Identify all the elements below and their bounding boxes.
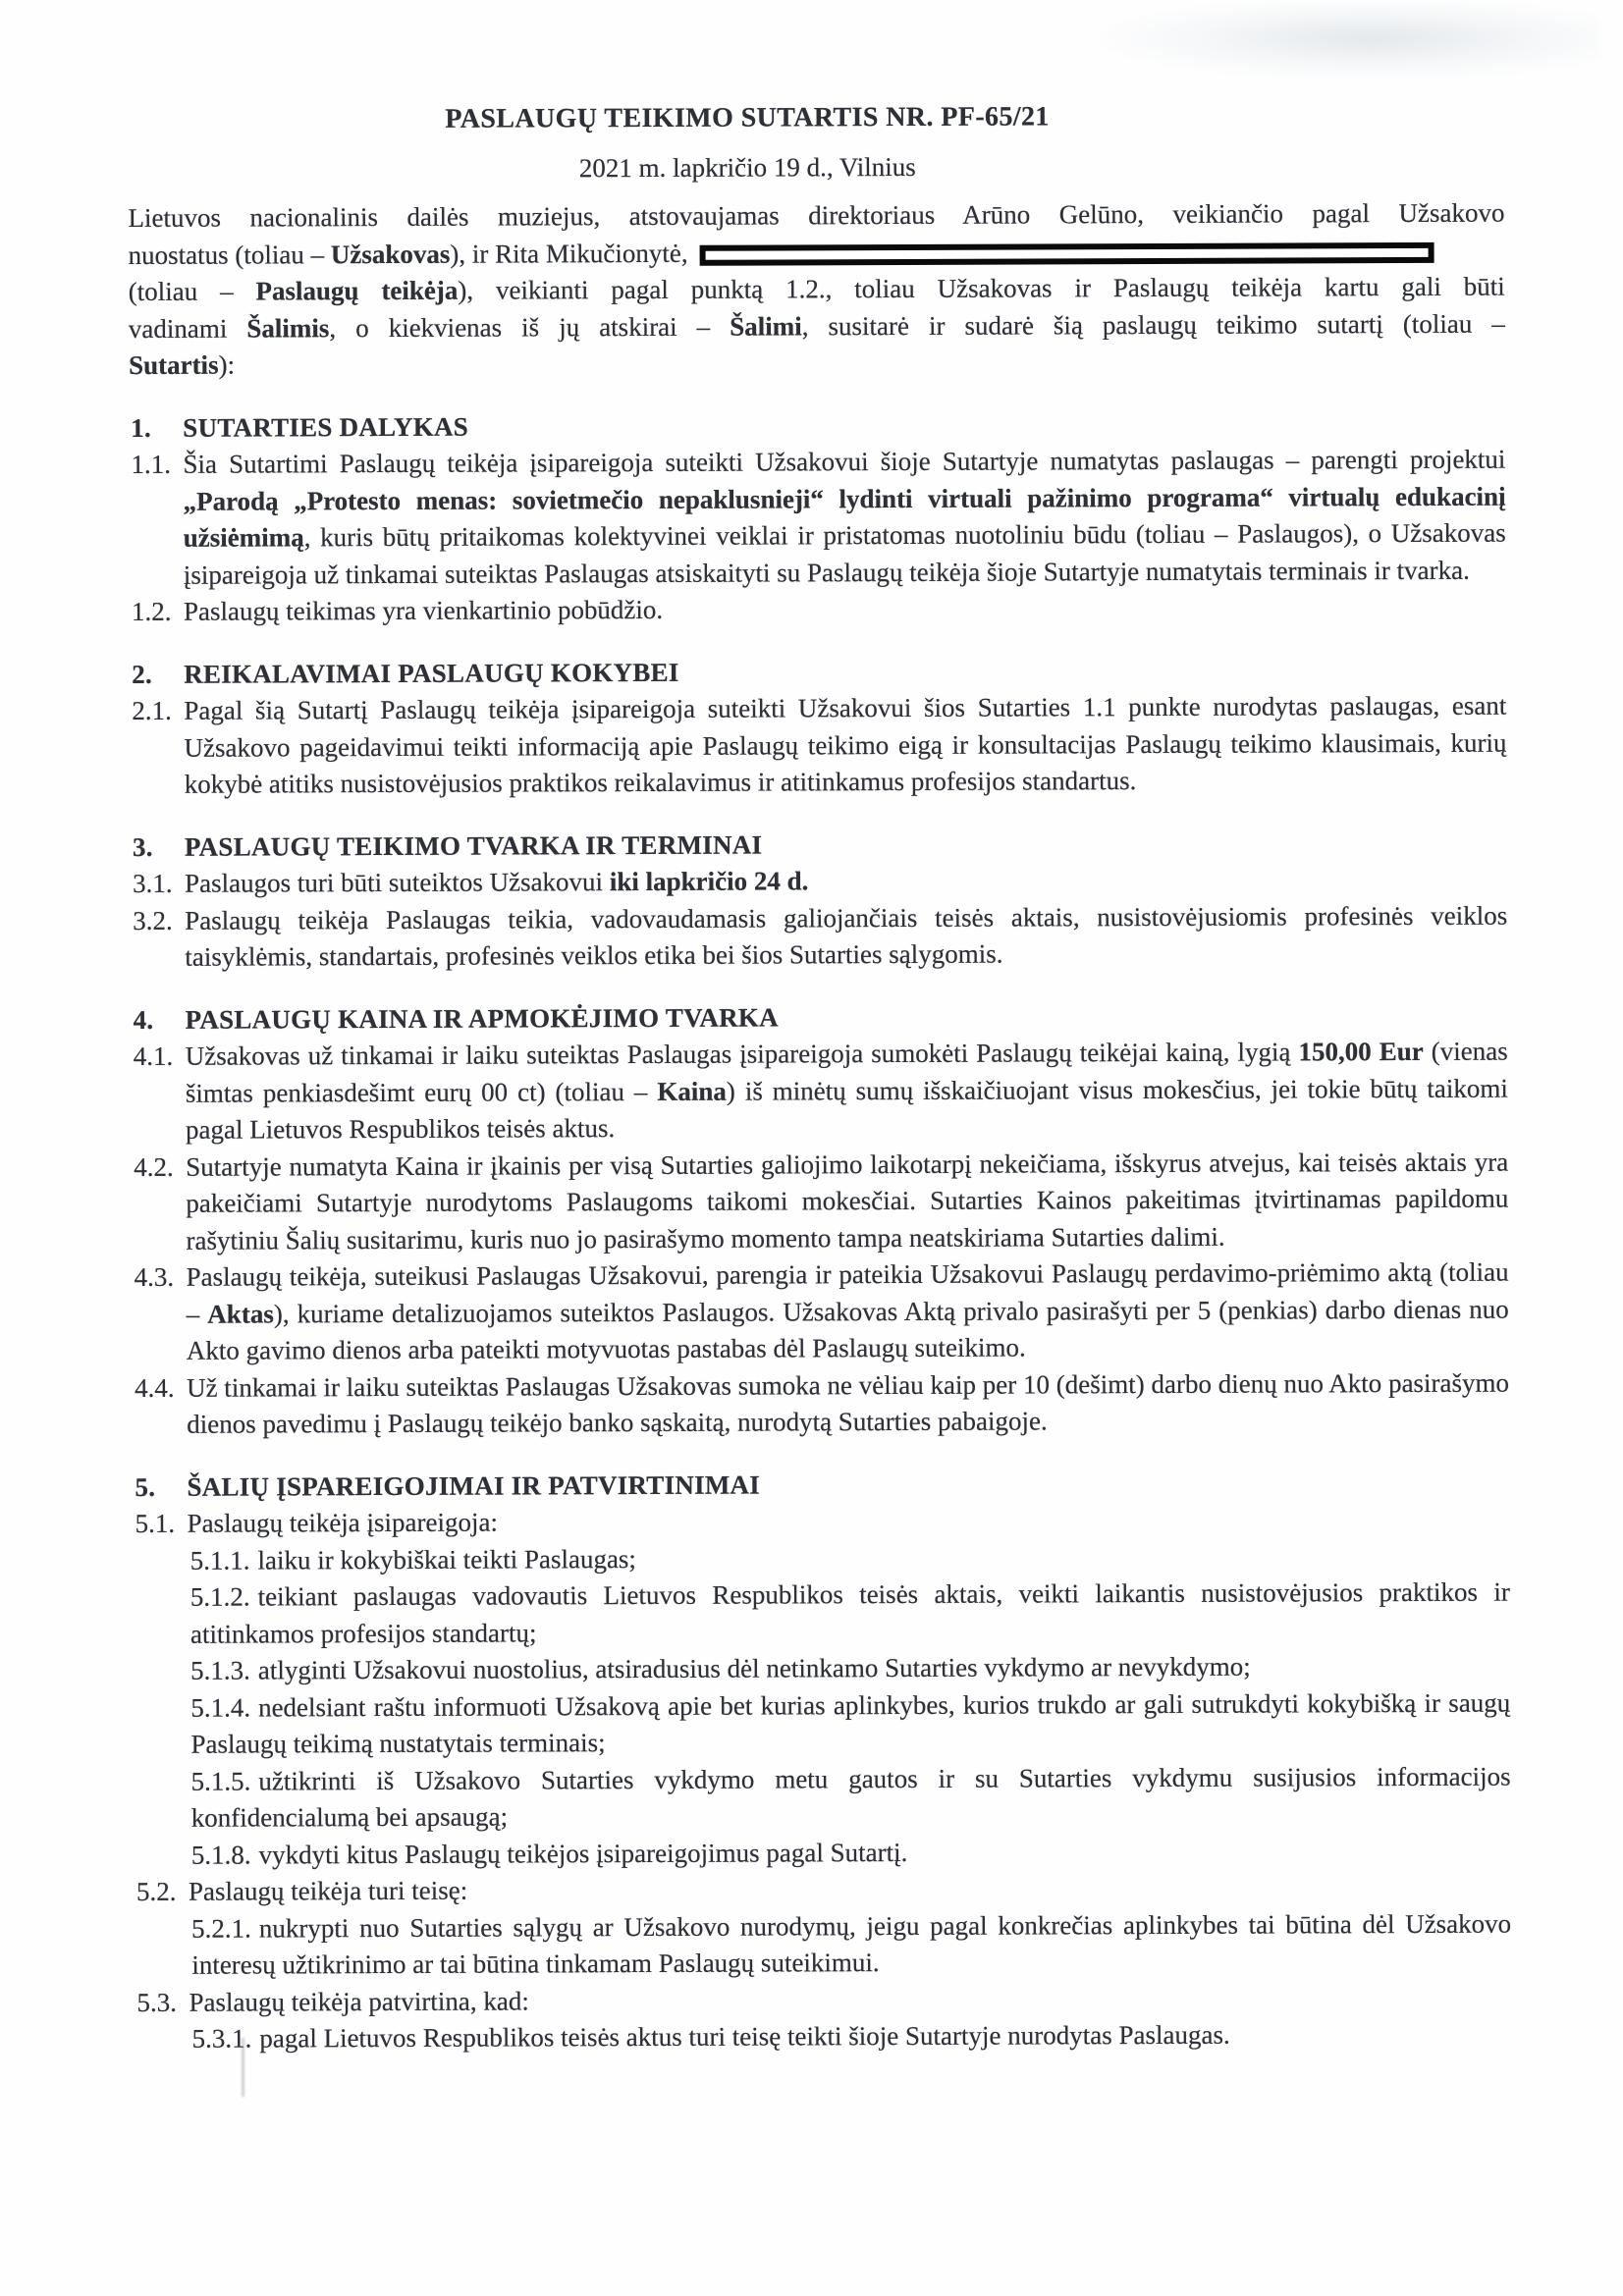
subclause-text — [259, 2020, 1229, 2054]
clause-number: 1.2. — [131, 596, 172, 626]
text-segment: Šia Sutartimi Paslaugų teikėja įsipareigoja suteikti Užsakovui šioje Sutartyje numatytas paslaugas – parengti projektui — [183, 444, 1506, 479]
subclause-text — [190, 1687, 1510, 1759]
text-segment: , susitarė ir sudarė šią paslaugų teikimo sutartį (toliau – — [801, 308, 1505, 341]
clause-number: 4.2. — [134, 1151, 174, 1182]
clause-number: 5.2. — [135, 1876, 177, 1906]
contract-clause — [131, 897, 1507, 976]
clause-number: 1.1. — [131, 449, 171, 479]
intro-line — [129, 305, 1505, 347]
subclause-number: 5.1.4. — [190, 1692, 251, 1723]
text-segment: ) iš minėtų sumų išskaičiuojant visus mokesčius, jei tokie būtų taikomi pagal Lietuvos Respublikos teisės aktus. — [185, 1073, 1508, 1145]
contract-section — [133, 1464, 1511, 2057]
text-segment: užtikrinti iš Užsakovo Sutarties vykdymo metu gautos ir su Sutarties vykdymu susijusios informacijos konfidencialumą bei apsaugą; — [190, 1761, 1511, 1833]
clause-text — [184, 691, 1506, 799]
clause-number: 4.1. — [133, 1041, 174, 1071]
contract-section — [132, 996, 1510, 1443]
clause-text — [187, 1257, 1509, 1365]
section-heading: REIKALAVIMAI PASLAUGŲ KOKYBEI — [184, 657, 679, 689]
text-segment: Paslaugų teikėja Paslaugas teikia, vadovaudamasis galiojančiais teisės aktais, nusistovėjusiomis profesinės veiklos taisyklėmis, standartais, profesinės veiklos etika bei šios Sutarties sąlygomis. — [185, 900, 1508, 972]
contract-clause — [133, 1364, 1509, 1443]
clause-text — [185, 900, 1507, 972]
contract-clause — [132, 1144, 1508, 1259]
text-segment: Aktas — [207, 1298, 274, 1329]
text-segment: ): — [218, 349, 236, 380]
contract-section — [131, 824, 1508, 976]
section-heading-row — [130, 651, 1506, 693]
text-segment: Šalimis — [246, 312, 330, 344]
contract-content — [128, 97, 1512, 2058]
contract-clause — [133, 1255, 1509, 1370]
contract-clause — [135, 1869, 1511, 1911]
text-segment: Paslaugų teikimas yra vienkartinio pobūdžio. — [183, 594, 664, 626]
clause-text — [187, 1367, 1509, 1439]
contract-subclause — [134, 1758, 1510, 1837]
subclause-text — [259, 1837, 908, 1869]
subclause-text — [258, 1652, 1251, 1685]
subclause-text — [191, 1908, 1511, 1980]
subclause-number: 5.1.5. — [190, 1766, 251, 1796]
text-segment: ), kuriame detalizuojamos suteiktos Paslaugos. Užsakovas Aktą privalo pasirašyti per 5 (penkias) darbo dienas nuo Akto gavimo dienos arba pateikti motyvuotas pastabas dėl Paslaugų suteikimo. — [186, 1294, 1509, 1365]
subclause-number: 5.1.2. — [189, 1581, 250, 1612]
text-segment: Užsakovas — [330, 239, 451, 269]
text-segment: ), veikianti pagal punktą 1.2., toliau Užsakovas ir Paslaugų teikėja kartu gali būti — [458, 271, 1505, 305]
text-segment: Sutartis — [128, 349, 219, 380]
text-segment: 150,00 Eur — [1298, 1036, 1424, 1067]
contract-subclause — [134, 1575, 1510, 1653]
section-heading-row — [131, 824, 1507, 866]
text-segment: Paslaugų teikėja, suteikusi Paslaugas Užsakovui, parengia ir pateikia Užsakovui Paslaugų perdavimo-priėmimo aktą (toliau – — [186, 1256, 1509, 1329]
text-segment: Paslaugų teikėja — [255, 275, 459, 306]
clause-text — [184, 595, 663, 626]
contract-subclause — [135, 1905, 1511, 1984]
text-segment: Šalimi — [730, 310, 802, 342]
contract-section — [129, 404, 1506, 630]
text-segment: ), ir Rita Mikučionytė, — [450, 238, 695, 269]
subclause-number: 5.3.1. — [191, 2023, 252, 2054]
clause-number: 3.2. — [133, 905, 173, 935]
contract-clause — [131, 861, 1507, 903]
sections — [129, 404, 1511, 2057]
text-segment: , o kiekvienas iš jų atskirai – — [329, 311, 730, 343]
clause-number: 3.1. — [132, 868, 173, 898]
contract-clause — [130, 589, 1506, 631]
contract-clause — [133, 1501, 1509, 1543]
clause-text — [188, 1508, 499, 1538]
text-segment: Paslaugų teikėja patvirtina, kad: — [189, 1985, 529, 2017]
clause-number: 5.3. — [136, 1987, 177, 2017]
contract-section — [130, 651, 1507, 803]
clause-text — [185, 866, 808, 897]
intro-line — [129, 269, 1505, 311]
text-segment: atlyginti Užsakovui nuostolius, atsiradusius dėl netinkamo Sutarties vykdymo ar nevykdymo; — [257, 1651, 1251, 1685]
section-number: 5. — [135, 1471, 156, 1502]
section-heading: PASLAUGŲ KAINA IR APMOKĖJIMO TVARKA — [185, 1001, 779, 1035]
text-segment: Paslaugų teikėja turi teisę: — [188, 1875, 468, 1906]
text-segment: Sutartyje numatyta Kaina ir įkainis per visą Sutarties galiojimo laikotarpį nekeičiama, išskyrus atvejus, kai teisės aktais yra pakeičiami Sutartyje nurodytoms Paslaugoms taikomi mokesčiai. Sutarties Kainos pakeitimas įtvirtinamas papildomu rašytiniu Šalių susitarimu, kuris nuo jo pasirašymo momento tampa neatskiriama Sutarties dalimi. — [186, 1147, 1509, 1255]
contract-subclause — [135, 1832, 1511, 1874]
contract-subclause — [134, 1684, 1510, 1763]
contract-clause — [135, 1979, 1511, 2021]
section-number: 1. — [131, 412, 152, 443]
text-segment: teikiant paslaugas vadovautis Lietuvos Respublikos teisės aktais, veikti laikantis nusistovėjusios praktikos ir atitinkamos profesijos standartų; — [189, 1576, 1510, 1649]
clause-number: 2.1. — [132, 695, 172, 725]
text-segment: nedelsiant raštu informuoti Užsakovą apie bet kurias aplinkybes, kurios trukdo ar gali sutrukdyti kokybišką ir saugų Paslaugų teikimą nustatytais terminais; — [190, 1687, 1511, 1759]
contract-clause — [130, 688, 1506, 804]
text-segment: Paslaugų teikėja įsipareigoja: — [187, 1507, 499, 1538]
subclause-number: 5.1.3. — [190, 1655, 250, 1685]
text-segment: Užsakovas už tinkamai ir laiku suteiktas Paslaugas įsipareigoja sumokėti Paslaugų teikėjai kainą, lygią — [185, 1037, 1299, 1071]
section-number: 2. — [132, 659, 153, 689]
text-segment: Kaina — [657, 1076, 727, 1106]
contract-subclause — [134, 1648, 1510, 1690]
text-segment: vykdyti kitus Paslaugų teikėjos įsipareigojimus pagal Sutartį. — [258, 1837, 908, 1869]
clause-text — [189, 1986, 529, 2016]
clause-number: 4.4. — [134, 1372, 175, 1403]
text-segment: Paslaugos turi būti suteiktos Užsakovui — [184, 867, 610, 898]
subclause-number: 5.2.1. — [191, 1913, 251, 1944]
contract-clause — [129, 442, 1506, 594]
subclause-number: 5.1.8. — [190, 1840, 251, 1870]
subclause-text — [257, 1544, 636, 1575]
section-number: 4. — [133, 1004, 154, 1035]
subclause-text — [191, 1761, 1511, 1833]
section-heading-row — [132, 996, 1508, 1039]
clause-text — [183, 445, 1505, 590]
intro-paragraph — [128, 195, 1505, 385]
contract-clause — [132, 1034, 1508, 1149]
text-segment: „Parodą „Protesto menas: sovietmečio nepaklusnieji“ lydinti virtuali pažinimo programa“ virtualų edukacinį užsiėmimą — [183, 481, 1506, 553]
text-segment: pagal Lietuvos Respublikos teisės aktus turi teisę teikti šioje Sutartyje nurodytas Paslaugas. — [259, 2019, 1230, 2054]
subclause-number: 5.1.1. — [189, 1545, 250, 1575]
clause-text — [186, 1147, 1508, 1255]
scan-smudge-artifact — [1090, 4, 1600, 80]
contract-subclause — [134, 1537, 1510, 1579]
document-date: 2021 m. lapkričio 19 d., Vilnius — [578, 151, 916, 183]
text-segment: (vienas šimtas penkiasdešimt eurų 00 ct) (toliau – — [185, 1036, 1508, 1108]
text-segment: nukrypti nuo Sutarties sąlygų ar Užsakovo nurodymų, jeigu pagal konkrečias aplinkybes tai būtina dėl Užsakovo interesų užtikrinimo ar tai būtina tinkamam Paslaugų suteikimui. — [191, 1908, 1512, 1980]
subclause-text — [190, 1577, 1510, 1649]
text-segment: iki lapkričio 24 d. — [609, 866, 809, 897]
text-segment: Lietuvos nacionalinis dailės muziejus, atstovaujamas direktoriaus Arūno Gelūno, veikiančio pagal Užsakovo — [128, 197, 1505, 233]
text-segment: nuostatus (toliau – — [128, 239, 331, 270]
text-segment: , kuris būtų pritaikomas kolektyvinei veiklai ir pristatomas nuotoliniu būdu (toliau – Paslaugos), o Užsakovas įsipareigoja už tinkamai suteiktas Paslaugas atsiskaityti su Paslaugų teikėja šioje Sutartyje numatytais terminais ir tvarka. — [183, 517, 1506, 590]
clause-number: 4.3. — [134, 1261, 175, 1292]
section-heading-row — [129, 404, 1505, 447]
text-segment: Už tinkamai ir laiku suteiktas Paslaugas Užsakovas sumoka ne vėliau kaip per 10 (dešimt) darbo dienų nuo Akto pasirašymo dienos pavedimu į Paslaugų teikėjo banko sąskaitą, nurodytą Sutarties pabaigoje. — [186, 1367, 1510, 1439]
contract-subclause — [135, 2016, 1512, 2058]
redaction-box — [699, 241, 1434, 265]
text-segment: laiku ir kokybiškai teikti Paslaugas; — [257, 1543, 636, 1575]
document-title: PASLAUGŲ TEIKIMO SUTARTIS NR. PF-65/21 — [445, 101, 1050, 134]
intro-line — [129, 232, 1505, 274]
clause-text — [189, 1876, 467, 1906]
section-heading-row — [133, 1464, 1509, 1506]
section-heading: ŠALIŲ ĮSPAREIGOJIMAI IR PATVIRTINIMAI — [187, 1469, 761, 1502]
clause-number: 5.1. — [135, 1508, 176, 1538]
intro-line — [129, 343, 1505, 385]
section-heading: PASLAUGŲ TEIKIMO TVARKA IR TERMINAI — [184, 829, 763, 862]
clause-text — [186, 1037, 1508, 1145]
intro-line — [128, 195, 1504, 238]
section-heading: SUTARTIES DALYKAS — [183, 411, 468, 443]
text-segment: Pagal šią Sutartį Paslaugų teikėja įsipareigoja suteikti Užsakovui šios Sutarties 1.1 punkte nurodytas paslaugas, esant Užsakovo pageidavimui teikti informaciją apie Paslaugų teikimo eigą ir konsultacijas Paslaugų teikimo klausimais, kurių kokybė atitiks nusistovėjusios praktikos reikalavimus ir atitinkamus profesijos standartus. — [184, 690, 1507, 799]
section-number: 3. — [132, 831, 153, 862]
text-segment: vadinami — [128, 313, 247, 344]
text-segment: (toliau – — [128, 276, 256, 306]
